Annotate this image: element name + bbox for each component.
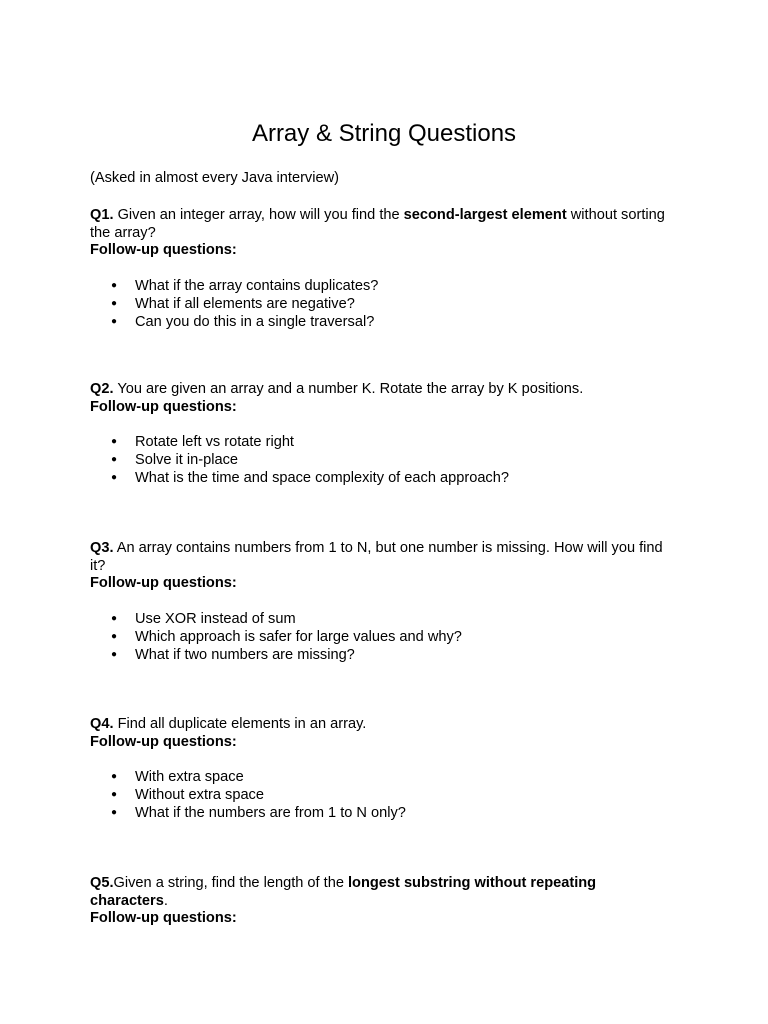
question-label: Q5. xyxy=(90,875,114,891)
followup-label: Follow-up questions: xyxy=(90,910,237,926)
question-text xyxy=(90,540,670,575)
question-text xyxy=(90,381,670,399)
question-text-part: You are given an array and a number K. Rotate the array by K positions. xyxy=(113,381,584,397)
list-item: ● What if the numbers are from 1 to N only? xyxy=(90,804,670,822)
question-text xyxy=(90,716,670,734)
list-item: ● Without extra space xyxy=(90,786,670,804)
question-emphasis: second-largest element xyxy=(403,207,567,223)
question-text-part: Given a string, find the length of the xyxy=(113,875,348,891)
list-item: ● What if the array contains duplicates? xyxy=(90,277,670,295)
question-5 xyxy=(90,875,670,928)
followup-label: Follow-up questions: xyxy=(90,575,237,591)
question-text xyxy=(90,875,670,910)
list-item: ● Can you do this in a single traversal? xyxy=(90,313,670,331)
list-item: ● With extra space xyxy=(90,768,670,786)
list-item: ● What if two numbers are missing? xyxy=(90,646,670,664)
list-item: ● Use XOR instead of sum xyxy=(90,610,670,628)
question-label: Q1. xyxy=(90,207,114,223)
list-item: ● What if all elements are negative? xyxy=(90,295,670,313)
question-2 xyxy=(90,381,670,487)
question-label: Q2. xyxy=(90,381,114,397)
list-item: ● What is the time and space complexity of each approach? xyxy=(90,469,670,487)
list-item: ● Which approach is safer for large values and why? xyxy=(90,628,670,646)
question-label: Q3. xyxy=(90,540,114,556)
question-3 xyxy=(90,540,670,664)
followup-list xyxy=(90,610,670,664)
question-text xyxy=(90,207,670,242)
question-text-part: without sorting the array? xyxy=(90,207,665,241)
question-text-part: An array contains numbers from 1 to N, but one number is missing. How will you find it? xyxy=(90,540,663,574)
followup-label: Follow-up questions: xyxy=(90,733,237,750)
followup-list xyxy=(90,277,670,331)
question-1 xyxy=(90,207,670,331)
question-emphasis: longest substring without repeating characters xyxy=(90,875,597,909)
list-item: ● Solve it in-place xyxy=(90,451,670,469)
list-item: ● Rotate left vs rotate right xyxy=(90,433,670,451)
question-text-part: Find all duplicate elements in an array. xyxy=(113,716,367,732)
followup-label: Follow-up questions: xyxy=(90,242,237,258)
question-4 xyxy=(90,716,670,822)
followup-label: Follow-up questions: xyxy=(90,398,237,415)
page-title: Array & String Questions xyxy=(251,120,517,147)
intro-text: (Asked in almost every Java interview) xyxy=(90,170,339,186)
followup-list xyxy=(90,768,670,822)
question-text-part: . xyxy=(163,892,168,909)
followup-list xyxy=(90,433,670,487)
question-label: Q4. xyxy=(90,716,114,732)
question-text-part: Given an integer array, how will you find the xyxy=(113,207,404,223)
